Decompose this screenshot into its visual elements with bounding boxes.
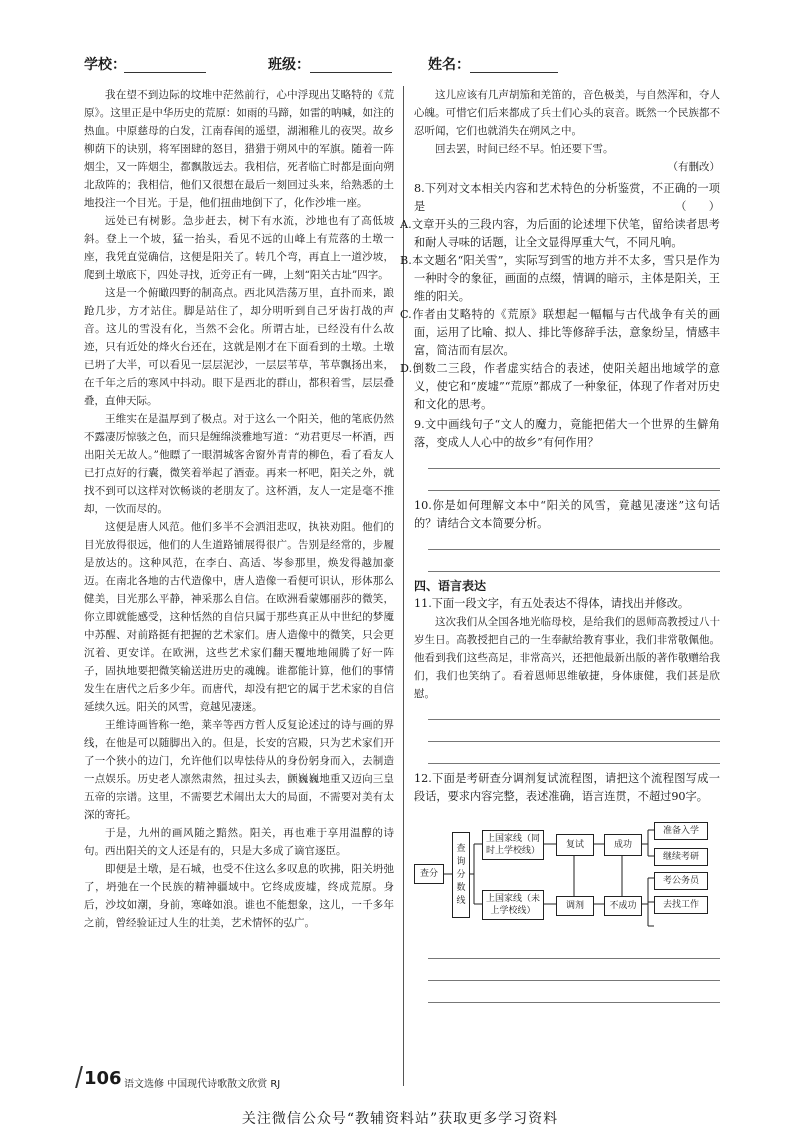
- outcome-civil-service: 考公务员: [654, 872, 708, 890]
- page-number: 106: [84, 1068, 122, 1089]
- step-check-score: 查分: [414, 864, 444, 884]
- passage-paragraph: 回去罢，时间已经不早。怕还要下雪。: [435, 143, 614, 155]
- step-top-line: 上国家线（同时上学校线）: [482, 830, 544, 860]
- step-fail: 不成功: [604, 896, 642, 916]
- passage-left-column: [84, 86, 394, 932]
- name-field[interactable]: [470, 72, 558, 73]
- answer-bracket[interactable]: （ ）: [675, 200, 720, 213]
- passage-paragraph: 这是一个俯瞰四野的制高点。西北风浩荡万里，直扑而来，踉跄几步，方才站住。脚是站住了，却分明听到自己牙齿打战的声音。这儿的雪没有化，当然不会化。所谓古址，已经没有什么故迹，只有近处的烽火台还在，这就是刚才在下面看到的土墩。土墩已坍了大半，可以看见一层层泥沙，一层层苇草，苇草飘扬出来，在千年之后的寒风中抖动。眼下是西北的群山，都积着雪，层层叠叠，直伸天际。: [84, 287, 394, 407]
- answer-line[interactable]: [428, 474, 720, 491]
- student-info-header: [84, 54, 644, 78]
- step-retest: 复试: [556, 834, 594, 856]
- question-8-stem: [414, 180, 720, 216]
- school-field[interactable]: [124, 72, 206, 73]
- book-title: 语文选修 中国现代诗歌散文欣赏 RJ: [124, 1079, 281, 1090]
- answer-line[interactable]: [428, 964, 720, 981]
- question-10: 10.你是如何理解文本中“阳关的风雪，竟越见凄迷”这句话的？请结合文本简要分析。: [414, 499, 720, 530]
- passage-paragraph: 王维实在是温厚到了极点。对于这么一个阳关，他的笔底仍然不露凄厉惊骇之色，而只是缠绵淡雅地写道：“劝君更尽一杯酒，西出阳关无故人。”他瞟了一眼渭城客舍窗外青青的柳色，看了看友人已打点好的行囊，微笑着举起了酒壶。再来一杯吧，阳关之外，就找不到可以这样对饮畅谈的老朋友了。这杯酒，友人一定是毫不推却，一饮而尽的。: [84, 413, 394, 515]
- questions-right-column: [400, 86, 720, 1008]
- outcome-retry-exam: 继续考研: [654, 848, 708, 866]
- passage-paragraph: 王维诗画皆称一绝，莱辛等西方哲人反复论述过的诗与画的界线，在他是可以随脚出入的。但是，长安的宫殿，只为艺术家们开了一个狭小的边门，允许他们以卑怯侍从的身份躬身而入，去制造一点娱乐。历史老人凛然肃然，扭过头去，颤巍巍地重又迈向三皇五帝的宗谱。这里，不需要艺术闹出太大的局面，不需要对美有太深的寄托。: [84, 719, 394, 821]
- section-heading: 四、语言表达: [414, 579, 487, 593]
- answer-line[interactable]: [428, 452, 720, 469]
- answer-line[interactable]: [428, 533, 720, 550]
- answer-line[interactable]: [428, 747, 720, 764]
- passage-paragraph: 我在望不到边际的坟堆中茫然前行，心中浮现出艾略特的《荒原》。这里正是中华历史的荒原：如雨的马蹄，如雷的呐喊，如注的热血。中原慈母的白发，江南春闺的遥望，湖湘稚儿的夜哭。故乡柳荫下的诀别，将军圉肆的怒目，猎猎于朔风中的军旗。随着一阵烟尘，又一阵烟尘，都飘散远去。我相信，死者临亡时都是面向朔北敌阵的；我相信，他们又很想在最后一刻回过头来，给熟悉的土地投注一个目光。于是，他们扭曲地倒下了，化作沙堆一座。: [84, 89, 394, 209]
- question-11: 11.下面一段文字，有五处表达不得体，请找出并修改。: [414, 597, 690, 610]
- option-c: C.作者由艾略特的《荒原》联想起一幅幅与古代战争有关的画面，运用了比喻、拟人、排比等修辞手法，意象纷呈，情感丰富，简洁而有层次。: [400, 308, 720, 357]
- page-number-slash: [75, 1066, 83, 1088]
- option-b: B.本文题名“阳关雪”，实际写到雪的地方并不太多，雪只是作为一种时令的象征，画面的点缀，情调的暗示，主体是阳关，王维的阳关。: [400, 254, 720, 303]
- source-note: （有删改）: [667, 161, 720, 173]
- answer-line[interactable]: [428, 986, 720, 1003]
- question-11-text: 这次我们从全国各地光临母校，是给我们的恩师高教授过八十岁生日。高教授把自己的一生奉献给教育事业，我们非常敬佩他。他看到我们这些高足，非常高兴，还把他最新出版的著作敬赠给我们，我们也笑纳了。看着恩师思维敏捷，身体康健，我们甚是欣慰。: [414, 616, 720, 700]
- passage-paragraph: 于是，九州的画风随之黯然。阳关，再也难于享用温醇的诗句。西出阳关的文人还是有的，只是大多成了谪官逐臣。: [84, 827, 394, 857]
- passage-paragraph: 即便是土墩，是石城，也受不住这么多叹息的吹拂，阳关坍弛了，坍弛在一个民族的精神疆域中。它终成废墟，终成荒原。身后，沙坟如潮，身前，寒峰如浪。谁也不能想象，这儿，一千多年之前，曾经验证过人生的壮美，艺术情怀的弘广。: [84, 863, 394, 929]
- option-a: A.文章开头的三段内容，为后面的论述埋下伏笔，留给读者思考和耐人寻味的话题，让全文显得厚重大气，不同凡响。: [400, 218, 720, 249]
- column-divider: [403, 86, 404, 1086]
- promo-banner: 关注微信公众号“教辅资料站”获取更多学习资料: [241, 1111, 559, 1127]
- question-12: 12.下面是考研查分调剂复试流程图，请把这个流程图写成一段话，要求内容完整，表述准确，语言连贯，不超过90字。: [414, 772, 720, 803]
- answer-line[interactable]: [428, 555, 720, 572]
- class-field[interactable]: [310, 72, 392, 73]
- passage-paragraph: 这便是唐人风范。他们多半不会洒泪悲叹，执袂劝阻。他们的目光放得很远，他们的人生道路铺展得很广。告别是经常的，步履是放达的。这种风范，在李白、高适、岑参那里，焕发得越加豪迈。在南北各地的古代造像中，唐人造像一看便可识认，形体那么健美，目光那么平静，神采那么自信。在欧洲看蒙娜丽莎的微笑，你立即就能感受，这种恬然的自信只属于那些真正从中世纪的梦魇中苏醒、对前路挺有把握的艺术家们。唐人造像中的微笑，只会更沉着、更安详。在欧洲，这些艺术家们翻天覆地地闹腾了好一阵子，固执地要把微笑输送进历史的魂魄。谁都能计算，他们的事情发生在唐代之后多少年。而唐代，却没有把它的属于艺术家的自信延续久远。阳关的风雪，竟越见凄迷。: [84, 521, 394, 713]
- step-bottom-line: 上国家线（未上学校线）: [482, 890, 544, 920]
- option-d: D.倒数二三段，作者虚实结合的表述，使阳关超出地域学的意义，使它和“废墟”“荒原”都成了一种象征，体现了作者对历史和文化的思考。: [400, 362, 720, 411]
- step-success: 成功: [604, 834, 642, 856]
- flowchart: [414, 812, 714, 936]
- class-label: 班级：: [268, 57, 310, 73]
- outcome-enroll: 准备入学: [654, 822, 708, 840]
- answer-line[interactable]: [428, 725, 720, 742]
- name-label: 姓名：: [428, 57, 470, 73]
- passage-paragraph: 这儿应该有几声胡笳和羌笛的，音色极美，与自然浑和，夺人心魄。可惜它们后来都成了兵士们心头的哀音。既然一个民族都不忍听闻，它们也就消失在朔风之中。: [414, 89, 720, 137]
- question-9: 9.文中画线句子“文人的魔力，竟能把偌大一个世界的生僻角落，变成人人心中的故乡”有何作用？: [414, 418, 720, 449]
- step-adjust: 调剂: [556, 896, 594, 916]
- outcome-find-job: 去找工作: [654, 896, 708, 914]
- school-label: 学校：: [84, 57, 126, 73]
- passage-paragraph: 远处已有树影。急步赶去，树下有水流，沙地也有了高低坡斜。登上一个坡，猛一抬头，看见不远的山峰上有荒落的土墩一座，我凭直觉确信，这便是阳关了。转几个弯，再直上一道沙坡，爬到土墩底下，四处寻找，近旁正有一碑，上刻“阳关古址”四字。: [84, 215, 394, 281]
- step-query-line: 查询分数线: [452, 832, 470, 918]
- answer-line[interactable]: [428, 942, 720, 959]
- answer-line[interactable]: [428, 703, 720, 720]
- question-8-text: 8.下列对文本相关内容和艺术特色的分析鉴赏，不正确的一项是: [414, 182, 720, 213]
